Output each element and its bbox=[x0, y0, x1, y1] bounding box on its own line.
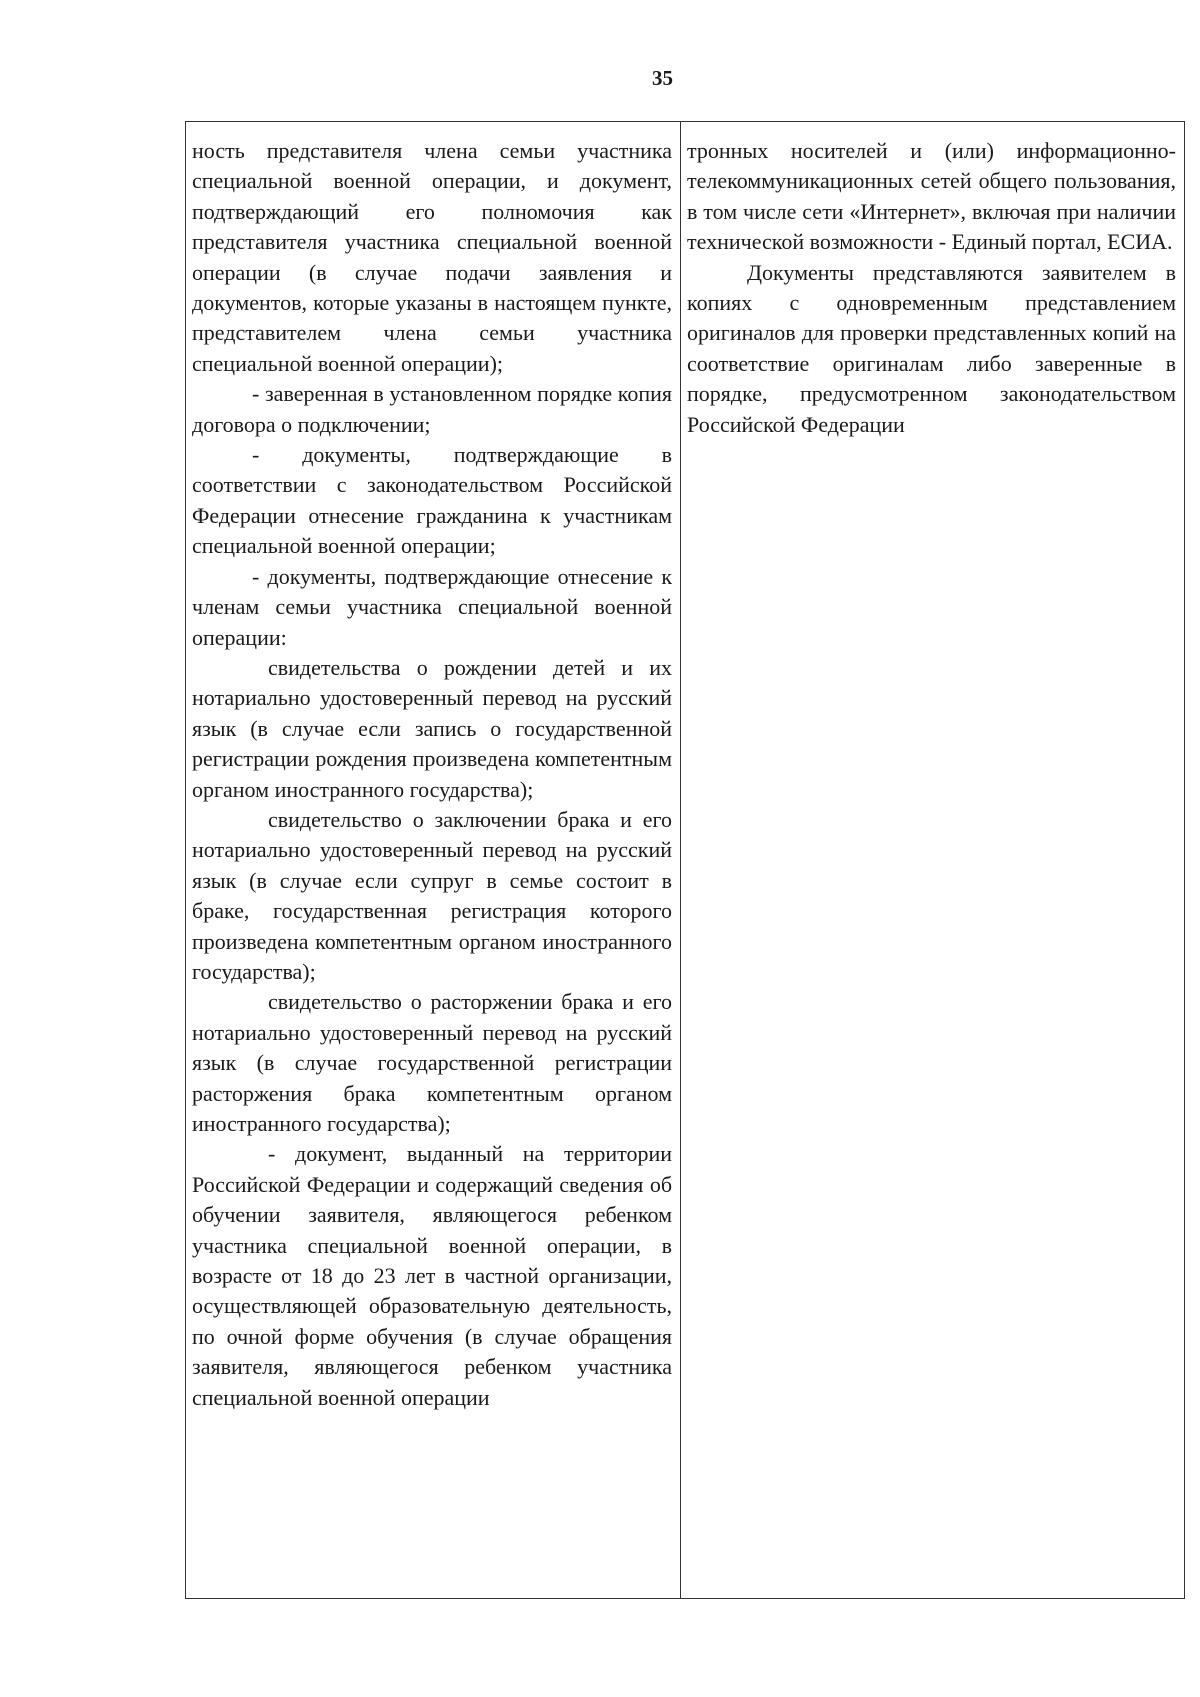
right-paragraph-1: тронных носителей и (или) информационно-телекоммуникационных сетей общего пользования, в том числе сети «Интернет», включая при наличии технической возможности - Единый портал, ЕСИА. bbox=[687, 138, 1176, 255]
right-column bbox=[681, 122, 1184, 1598]
left-paragraph-2: - заверенная в установленном порядке копия договора о подключении; bbox=[192, 381, 673, 437]
left-column bbox=[186, 122, 681, 1598]
left-paragraph-7: свидетельство о расторжении брака и его нотариально удостоверенный перевод на русский язык (в случае государственной регистрации расторжения брака компетентным органом иностранного государства); bbox=[192, 989, 673, 1136]
right-paragraph-2: Документы представляются заявителем в копиях с одновременным представлением оригиналов для проверки представленных копий на соответствие оригиналам либо заверенные в порядке, предусмотренном законодательством Российской Федерации bbox=[687, 259, 1176, 437]
left-paragraph-5: свидетельства о рождении детей и их нотариально удостоверенный перевод на русский язык (в случае если запись о государственной регистрации рождения произведена компетентным органом иностранного государства); bbox=[192, 654, 673, 802]
left-paragraph-8: - документ, выданный на территории Российской Федерации и содержащий сведения об обучении заявителя, являющегося ребенком участника специальной военной операции, в возрасте от 18 до 23 лет в частной организации, осуществляющей образовательную деятельность, по очной форме обучения (в случае обращения заявителя, являющегося ребенком участника специальной военной операции bbox=[192, 1141, 673, 1410]
document-table bbox=[185, 121, 1185, 1599]
page-number: 35 bbox=[652, 66, 673, 90]
left-paragraph-3: - документы, подтверждающие в соответствии с законодательством Российской Федерации отнесение гражданина к участникам специальной военной операции; bbox=[192, 442, 673, 559]
left-paragraph-1: ность представителя члена семьи участника специальной военной операции, и документ, подтверждающий его полномочия как представителя участника специальной военной операции (в случае подачи заявления и документов, которые указаны в настоящем пункте, представителем члена семьи участника специальной военной операции); bbox=[192, 138, 673, 376]
left-paragraph-6: свидетельство о заключении брака и его нотариально удостоверенный перевод на русский язык (в случае если супруг в семье состоит в браке, государственная регистрация которого произведена компетентным органом иностранного государства); bbox=[192, 806, 673, 984]
left-paragraph-4: - документы, подтверждающие отнесение к членам семьи участника специальной военной операции: bbox=[192, 563, 673, 650]
